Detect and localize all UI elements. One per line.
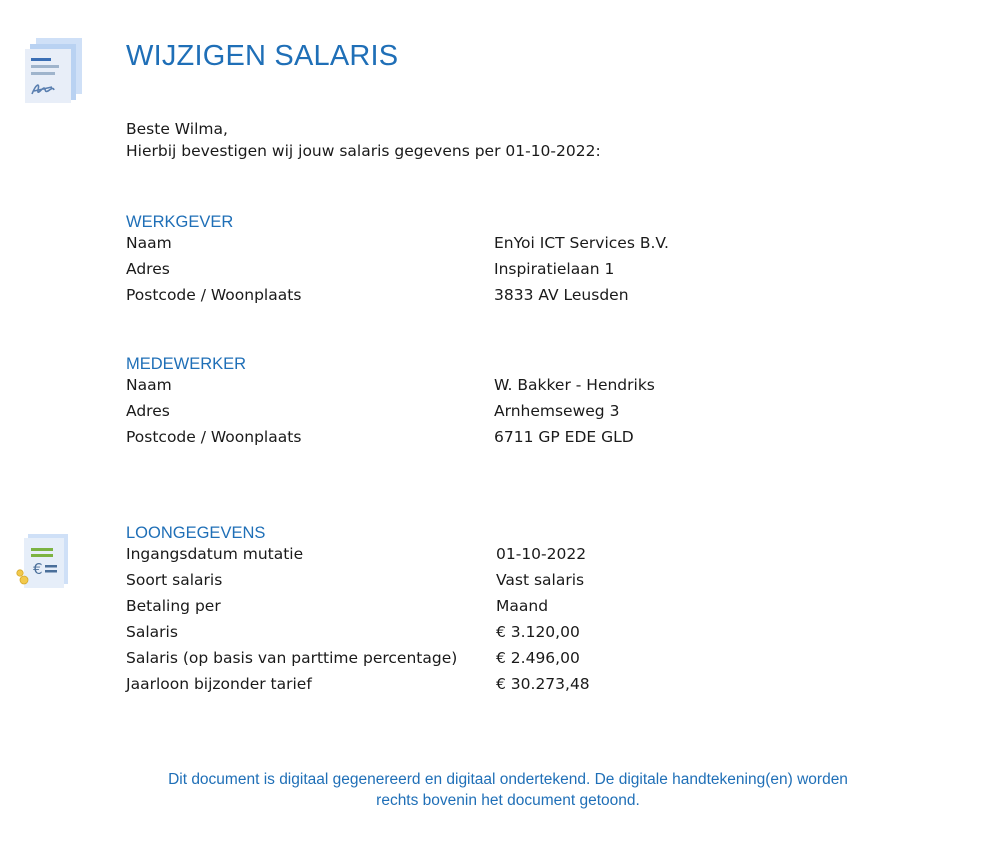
detail-label: Naam [126,234,172,252]
signed-document-icon [22,36,86,104]
detail-value: W. Bakker - Hendriks [494,376,655,394]
intro-text: Hierbij bevestigen wij jouw salaris gegevens per 01-10-2022: [126,142,601,160]
detail-value: 6711 GP EDE GLD [494,428,634,446]
detail-label: Salaris [126,623,178,641]
detail-label: Postcode / Woonplaats [126,286,302,304]
detail-label: Postcode / Woonplaats [126,428,302,446]
werkgever-heading: WERKGEVER [126,213,234,231]
svg-text:€: € [33,560,43,578]
detail-label: Betaling per [126,597,221,615]
page-title: WIJZIGEN SALARIS [126,40,399,72]
detail-label: Adres [126,402,170,420]
loongegevens-heading: LOONGEGEVENS [126,524,266,542]
detail-label: Naam [126,376,172,394]
detail-value: € 2.496,00 [496,649,580,667]
detail-value: 3833 AV Leusden [494,286,629,304]
medewerker-heading: MEDEWERKER [126,355,247,373]
detail-label: Jaarloon bijzonder tarief [126,675,312,693]
salary-euro-icon [14,532,72,590]
detail-value: Arnhemseweg 3 [494,402,620,420]
detail-label: Soort salaris [126,571,223,589]
detail-value: € 3.120,00 [496,623,580,641]
detail-value: Inspiratielaan 1 [494,260,615,278]
detail-value: 01-10-2022 [496,545,587,563]
footer-line: Dit document is digitaal gegenereerd en digitaal ondertekend. De digitale handtekening(en) worden [168,771,848,788]
greeting-block [126,118,601,162]
detail-value: Maand [496,597,549,615]
detail-label: Salaris (op basis van parttime percentage) [126,649,458,667]
footer-note [0,769,1000,811]
footer-line: rechts bovenin het document getoond. [376,792,640,809]
detail-label: Ingangsdatum mutatie [126,545,304,563]
greeting: Beste Wilma, [126,120,228,138]
detail-label: Adres [126,260,170,278]
detail-value: EnYoi ICT Services B.V. [494,234,669,252]
detail-value: Vast salaris [496,571,585,589]
detail-value: € 30.273,48 [496,675,590,693]
